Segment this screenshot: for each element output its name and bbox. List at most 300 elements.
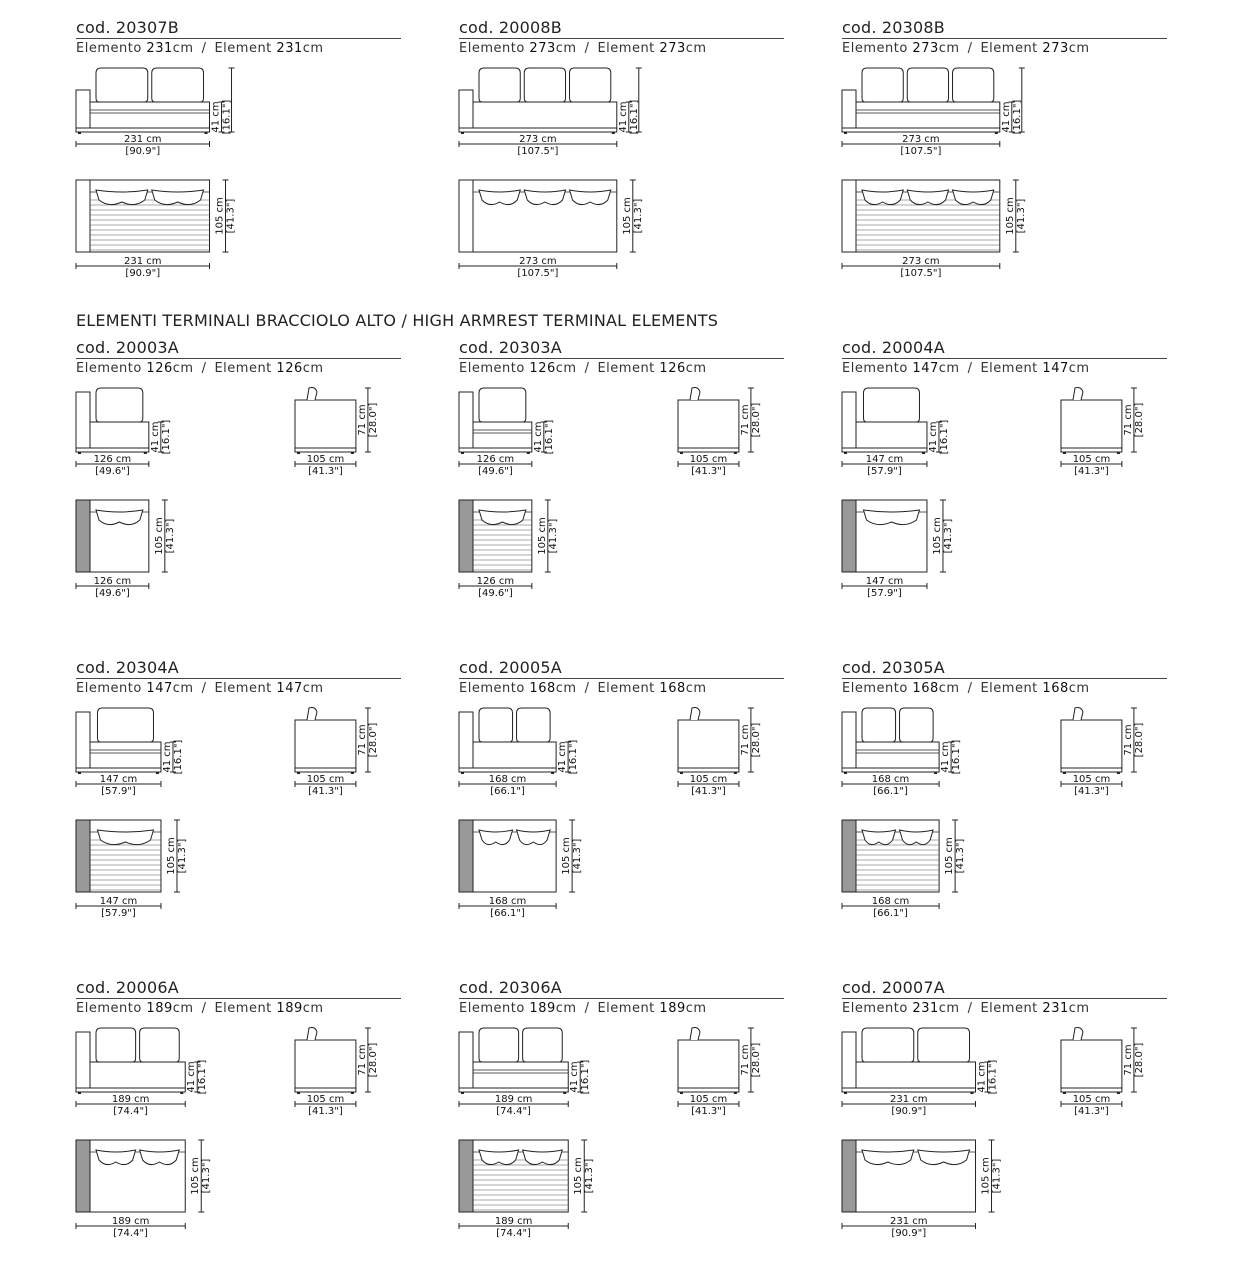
slash: / (967, 681, 973, 696)
elemento-label: Elemento (459, 41, 530, 56)
element-label: Element (214, 41, 277, 56)
top-depth-dim-in: [41.3"] (225, 198, 237, 234)
width-it: 147 (146, 681, 173, 696)
width-en: 147 (1042, 361, 1069, 376)
unit-en: cm (1068, 361, 1090, 376)
seat-cushion-top (479, 190, 520, 205)
width-dim-cm: 126 cm (476, 454, 515, 465)
foot (995, 132, 998, 134)
element-drawings (842, 708, 1162, 958)
width-dim-in: [57.9"] (101, 786, 136, 797)
top-width-dim-in: [107.5"] (517, 268, 559, 279)
element-label: Element (214, 681, 277, 696)
depth-dim-in: [41.3"] (1074, 466, 1109, 477)
width-it: 189 (146, 1001, 173, 1016)
top-depth-dim-in: [41.3"] (164, 518, 176, 554)
element-drawings (459, 68, 779, 318)
depth-dim-cm: 105 cm (1072, 1094, 1111, 1105)
unit-it: cm (938, 681, 960, 696)
depth-dim-in: [41.3"] (691, 786, 726, 797)
back-cushion (479, 1028, 519, 1062)
seat-cushion-top (523, 1150, 563, 1165)
element-code: cod. 20004A (842, 338, 945, 357)
side-body (678, 1040, 739, 1088)
side-view (295, 708, 379, 798)
header-rule (459, 678, 784, 679)
unit-it: cm (172, 361, 194, 376)
unit-en: cm (1068, 41, 1090, 56)
seat-height-dim-cm: 41 cm (532, 421, 544, 453)
slash: / (584, 361, 590, 376)
element-code: cod. 20306A (459, 978, 562, 997)
slash: / (584, 681, 590, 696)
elemento-label: Elemento (459, 681, 530, 696)
width-it: 273 (912, 41, 939, 56)
top-depth-dim-cm: 105 cm (536, 517, 548, 555)
element-label: Element (980, 361, 1043, 376)
back-height-dim-in: [28.0"] (1133, 1042, 1145, 1078)
foot (78, 1092, 81, 1094)
back-cushion (152, 68, 204, 102)
element-label: Element (980, 681, 1043, 696)
element-label: Element (597, 1001, 660, 1016)
top-view (459, 820, 583, 919)
foot (351, 772, 354, 774)
width-en: 273 (659, 41, 686, 56)
top-depth-dim-cm: 105 cm (1004, 197, 1016, 235)
element-code: cod. 20005A (459, 658, 562, 677)
seat-height-dim-cm: 41 cm (976, 1061, 988, 1093)
elemento-label: Elemento (459, 361, 530, 376)
header-rule (842, 678, 1167, 679)
top-armrest (459, 1140, 473, 1212)
side-view (295, 388, 379, 478)
foot (78, 772, 81, 774)
back-height-dim-in: [28.0"] (1133, 402, 1145, 438)
top-view (842, 180, 1027, 279)
width-en: 231 (276, 41, 303, 56)
width-dim-cm: 147 cm (99, 774, 138, 785)
side-back-cushion (1073, 708, 1083, 721)
element-drawings (842, 388, 1162, 638)
back-height-dim-in: [28.0"] (367, 1042, 379, 1078)
element-width-label (842, 361, 1090, 376)
foot (734, 1092, 737, 1094)
seat-cushion-top (863, 510, 919, 525)
top-armrest (842, 1140, 856, 1212)
top-depth-dim-in: [41.3"] (991, 1158, 1003, 1194)
seat-cushion-top (479, 830, 513, 845)
top-width-dim-in: [49.6"] (478, 588, 513, 599)
width-it: 147 (912, 361, 939, 376)
side-view (678, 388, 762, 478)
armrest (76, 90, 90, 128)
width-en: 231 (1042, 1001, 1069, 1016)
top-width-dim-cm: 273 cm (519, 256, 557, 267)
depth-dim-in: [41.3"] (1074, 1106, 1109, 1117)
elemento-label: Elemento (76, 361, 147, 376)
base-plinth (459, 128, 617, 132)
back-height-dim-in: [28.0"] (367, 402, 379, 438)
back-cushion (918, 1028, 970, 1062)
top-width-dim-cm: 147 cm (99, 896, 138, 907)
base-plinth (76, 1088, 185, 1092)
seat-height-dim-in: [16.1"] (951, 739, 963, 775)
seat (856, 422, 927, 448)
width-dim-cm: 126 cm (93, 454, 132, 465)
top-width-dim-in: [66.1"] (873, 908, 908, 919)
top-view (76, 820, 188, 919)
side-view (295, 1028, 379, 1118)
element-width-label (76, 1001, 324, 1016)
seat (473, 742, 556, 768)
armrest (842, 1032, 856, 1088)
back-cushion (570, 68, 611, 102)
front-view (76, 388, 172, 477)
slash: / (584, 41, 590, 56)
unit-en: cm (1068, 1001, 1090, 1016)
side-view (1061, 1028, 1145, 1118)
back-height-dim-cm: 71 cm (1122, 404, 1134, 436)
depth-dim-in: [41.3"] (308, 466, 343, 477)
front-view (842, 68, 1025, 157)
elemento-label: Elemento (842, 361, 913, 376)
depth-dim-cm: 105 cm (689, 1094, 728, 1105)
foot (1117, 452, 1120, 454)
back-height-dim-cm: 71 cm (1122, 1044, 1134, 1076)
width-dim-in: [107.5"] (900, 146, 942, 157)
seat-height-dim-in: [16.1"] (160, 419, 172, 455)
top-depth-dim-in: [41.3"] (584, 1158, 596, 1194)
seat-cushion-top (96, 510, 143, 525)
base-plinth (76, 768, 161, 772)
foot (461, 772, 464, 774)
side-body (295, 1040, 356, 1088)
width-dim-cm: 273 cm (902, 134, 940, 145)
top-view (842, 820, 966, 919)
width-it: 126 (146, 361, 173, 376)
header-rule (459, 998, 784, 999)
width-dim-cm: 168 cm (871, 774, 910, 785)
depth-dim-in: [41.3"] (691, 1106, 726, 1117)
element-drawings (76, 708, 396, 958)
seat (856, 102, 1000, 128)
width-dim-cm: 231 cm (124, 134, 162, 145)
element-drawings (76, 388, 396, 638)
element-width-label (459, 681, 707, 696)
top-depth-dim-cm: 105 cm (573, 1157, 585, 1195)
top-depth-dim-cm: 105 cm (944, 837, 956, 875)
foot (461, 452, 464, 454)
depth-dim-in: [41.3"] (691, 466, 726, 477)
top-view (459, 500, 559, 599)
width-en: 189 (276, 1001, 303, 1016)
seat-cushion-top (953, 190, 994, 205)
side-back-cushion (1073, 1028, 1083, 1041)
foot (1063, 1092, 1066, 1094)
depth-dim-in: [41.3"] (1074, 786, 1109, 797)
back-cushion (907, 68, 948, 102)
foot (1063, 452, 1066, 454)
width-dim-in: [107.5"] (517, 146, 559, 157)
armrest (459, 712, 473, 768)
element-drawings (76, 68, 396, 318)
top-depth-dim-cm: 105 cm (153, 517, 165, 555)
unit-en: cm (685, 41, 707, 56)
back-cushion (862, 708, 896, 742)
elemento-label: Elemento (76, 1001, 147, 1016)
width-dim-in: [66.1"] (490, 786, 525, 797)
unit-it: cm (938, 361, 960, 376)
elemento-label: Elemento (842, 1001, 913, 1016)
back-height-dim-cm: 71 cm (739, 404, 751, 436)
side-back-cushion (690, 1028, 700, 1041)
top-width-dim-cm: 126 cm (476, 576, 515, 587)
seat-cushion-top (918, 1150, 970, 1165)
slash: / (967, 1001, 973, 1016)
back-cushion (863, 388, 919, 422)
top-depth-dim-in: [41.3"] (632, 198, 644, 234)
base-plinth (76, 128, 210, 132)
foot (351, 1092, 354, 1094)
seat-height-dim-in: [16.1"] (628, 99, 640, 135)
side-view (1061, 708, 1145, 798)
element-width-label (76, 41, 324, 56)
foot (1117, 772, 1120, 774)
top-depth-dim-cm: 105 cm (561, 837, 573, 875)
seat (90, 102, 210, 128)
back-cushion (862, 1028, 914, 1062)
side-base (1061, 768, 1122, 772)
header-rule (459, 38, 784, 39)
depth-dim-cm: 105 cm (689, 454, 728, 465)
side-base (295, 768, 356, 772)
width-dim-cm: 189 cm (494, 1094, 533, 1105)
elemento-label: Elemento (76, 41, 147, 56)
foot (297, 452, 300, 454)
top-armrest (76, 820, 90, 892)
element-width-label (459, 41, 707, 56)
seat-height-dim-in: [16.1"] (987, 1059, 999, 1095)
header-rule (459, 358, 784, 359)
back-height-dim-in: [28.0"] (750, 402, 762, 438)
width-it: 189 (529, 1001, 556, 1016)
base-plinth (459, 448, 532, 452)
seat-height-dim-in: [16.1"] (568, 739, 580, 775)
armrest (842, 90, 856, 128)
base-plinth (842, 128, 1000, 132)
front-view (459, 708, 579, 797)
foot (1117, 1092, 1120, 1094)
seat (473, 102, 617, 128)
seat-cushion-top (96, 1150, 136, 1165)
element-width-label (459, 1001, 707, 1016)
side-base (678, 1088, 739, 1092)
top-width-dim-in: [57.9"] (867, 588, 902, 599)
depth-dim-cm: 105 cm (1072, 774, 1111, 785)
seat-height-dim-in: [16.1"] (543, 419, 555, 455)
unit-en: cm (685, 361, 707, 376)
base-plinth (842, 1088, 976, 1092)
seat (473, 1062, 568, 1088)
side-back-cushion (307, 708, 317, 721)
slash: / (201, 681, 207, 696)
back-cushion (479, 708, 513, 742)
unit-en: cm (302, 681, 324, 696)
back-cushion (862, 68, 903, 102)
top-depth-dim-in: [41.3"] (201, 1158, 213, 1194)
top-armrest (76, 1140, 90, 1212)
front-view (842, 708, 962, 797)
unit-it: cm (555, 681, 577, 696)
seat-cushion-top (96, 190, 148, 205)
seat-cushion-top (862, 830, 896, 845)
back-height-dim-cm: 71 cm (1122, 724, 1134, 756)
width-dim-in: [74.4"] (496, 1106, 531, 1117)
width-dim-in: [90.9"] (891, 1106, 927, 1117)
width-en: 168 (1042, 681, 1069, 696)
top-width-dim-cm: 126 cm (93, 576, 132, 587)
depth-dim-cm: 105 cm (306, 1094, 345, 1105)
element-label: Element (597, 681, 660, 696)
seat-height-dim-cm: 41 cm (149, 421, 161, 453)
foot (551, 772, 554, 774)
side-view (1061, 388, 1145, 478)
back-cushion (96, 388, 143, 422)
seat (90, 742, 161, 768)
side-back-cushion (307, 1028, 317, 1041)
seat-height-dim-in: [16.1"] (221, 99, 233, 135)
unit-it: cm (555, 361, 577, 376)
side-body (1061, 720, 1122, 768)
element-width-label (842, 41, 1090, 56)
back-height-dim-in: [28.0"] (1133, 722, 1145, 758)
seat (473, 422, 532, 448)
back-cushion (523, 1028, 563, 1062)
header-rule (76, 998, 401, 999)
unit-en: cm (302, 41, 324, 56)
foot (734, 452, 737, 454)
unit-en: cm (302, 1001, 324, 1016)
top-width-dim-cm: 168 cm (488, 896, 527, 907)
foot (205, 132, 208, 134)
header-rule (76, 38, 401, 39)
foot (844, 772, 847, 774)
element-code: cod. 20304A (76, 658, 179, 677)
width-en: 168 (659, 681, 686, 696)
seat-height-dim-cm: 41 cm (186, 1061, 198, 1093)
header-rule (76, 358, 401, 359)
side-base (678, 768, 739, 772)
slash: / (201, 361, 207, 376)
foot (78, 452, 81, 454)
top-depth-dim-cm: 105 cm (190, 1157, 202, 1195)
back-height-dim-in: [28.0"] (367, 722, 379, 758)
element-code: cod. 20307B (76, 18, 179, 37)
back-cushion (517, 708, 551, 742)
side-back-cushion (307, 388, 317, 401)
element-width-label (76, 681, 324, 696)
armrest (459, 392, 473, 448)
side-body (678, 720, 739, 768)
side-base (295, 1088, 356, 1092)
foot (297, 1092, 300, 1094)
side-body (295, 400, 356, 448)
foot (971, 1092, 974, 1094)
foot (144, 452, 147, 454)
top-view (459, 180, 644, 279)
foot (844, 1092, 847, 1094)
back-cushion (900, 708, 934, 742)
unit-it: cm (555, 1001, 577, 1016)
back-cushion (479, 388, 526, 422)
back-height-dim-cm: 71 cm (356, 724, 368, 756)
width-dim-cm: 273 cm (519, 134, 557, 145)
front-view (459, 1028, 591, 1117)
front-view (76, 1028, 208, 1117)
foot (680, 772, 683, 774)
foot (934, 772, 937, 774)
unit-it: cm (172, 681, 194, 696)
foot (734, 772, 737, 774)
foot (351, 452, 354, 454)
top-depth-dim-in: [41.3"] (176, 838, 188, 874)
elemento-label: Elemento (842, 41, 913, 56)
top-depth-dim-in: [41.3"] (1015, 198, 1027, 234)
element-label: Element (214, 1001, 277, 1016)
element-code: cod. 20006A (76, 978, 179, 997)
width-dim-in: [57.9"] (867, 466, 902, 477)
top-depth-dim-in: [41.3"] (547, 518, 559, 554)
top-width-dim-in: [57.9"] (101, 908, 136, 919)
side-body (295, 720, 356, 768)
seat (856, 1062, 976, 1088)
top-width-dim-cm: 231 cm (890, 1216, 928, 1227)
seat-height-dim-in: [16.1"] (938, 419, 950, 455)
seat-height-dim-in: [16.1"] (580, 1059, 592, 1095)
foot (527, 452, 530, 454)
unit-it: cm (555, 41, 577, 56)
base-plinth (76, 448, 149, 452)
width-en: 273 (1042, 41, 1069, 56)
depth-dim-cm: 105 cm (689, 774, 728, 785)
element-code: cod. 20303A (459, 338, 562, 357)
unit-en: cm (685, 1001, 707, 1016)
element-width-label (76, 361, 324, 376)
top-depth-dim-cm: 105 cm (931, 517, 943, 555)
front-view (842, 388, 950, 477)
foot (461, 1092, 464, 1094)
width-en: 126 (276, 361, 303, 376)
unit-en: cm (685, 681, 707, 696)
width-en: 189 (659, 1001, 686, 1016)
unit-en: cm (302, 361, 324, 376)
width-en: 126 (659, 361, 686, 376)
seat-height-dim-cm: 41 cm (569, 1061, 581, 1093)
top-width-dim-cm: 189 cm (494, 1216, 533, 1227)
unit-it: cm (172, 41, 194, 56)
seat-height-dim-cm: 41 cm (557, 741, 569, 773)
top-width-dim-in: [90.9"] (891, 1228, 927, 1239)
back-cushion (524, 68, 565, 102)
top-depth-dim-in: [41.3"] (572, 838, 584, 874)
seat-height-dim-in: [16.1"] (1011, 99, 1023, 135)
slash: / (967, 361, 973, 376)
unit-it: cm (172, 1001, 194, 1016)
back-height-dim-cm: 71 cm (739, 1044, 751, 1076)
top-view (842, 1140, 1003, 1239)
header-rule (842, 998, 1167, 999)
